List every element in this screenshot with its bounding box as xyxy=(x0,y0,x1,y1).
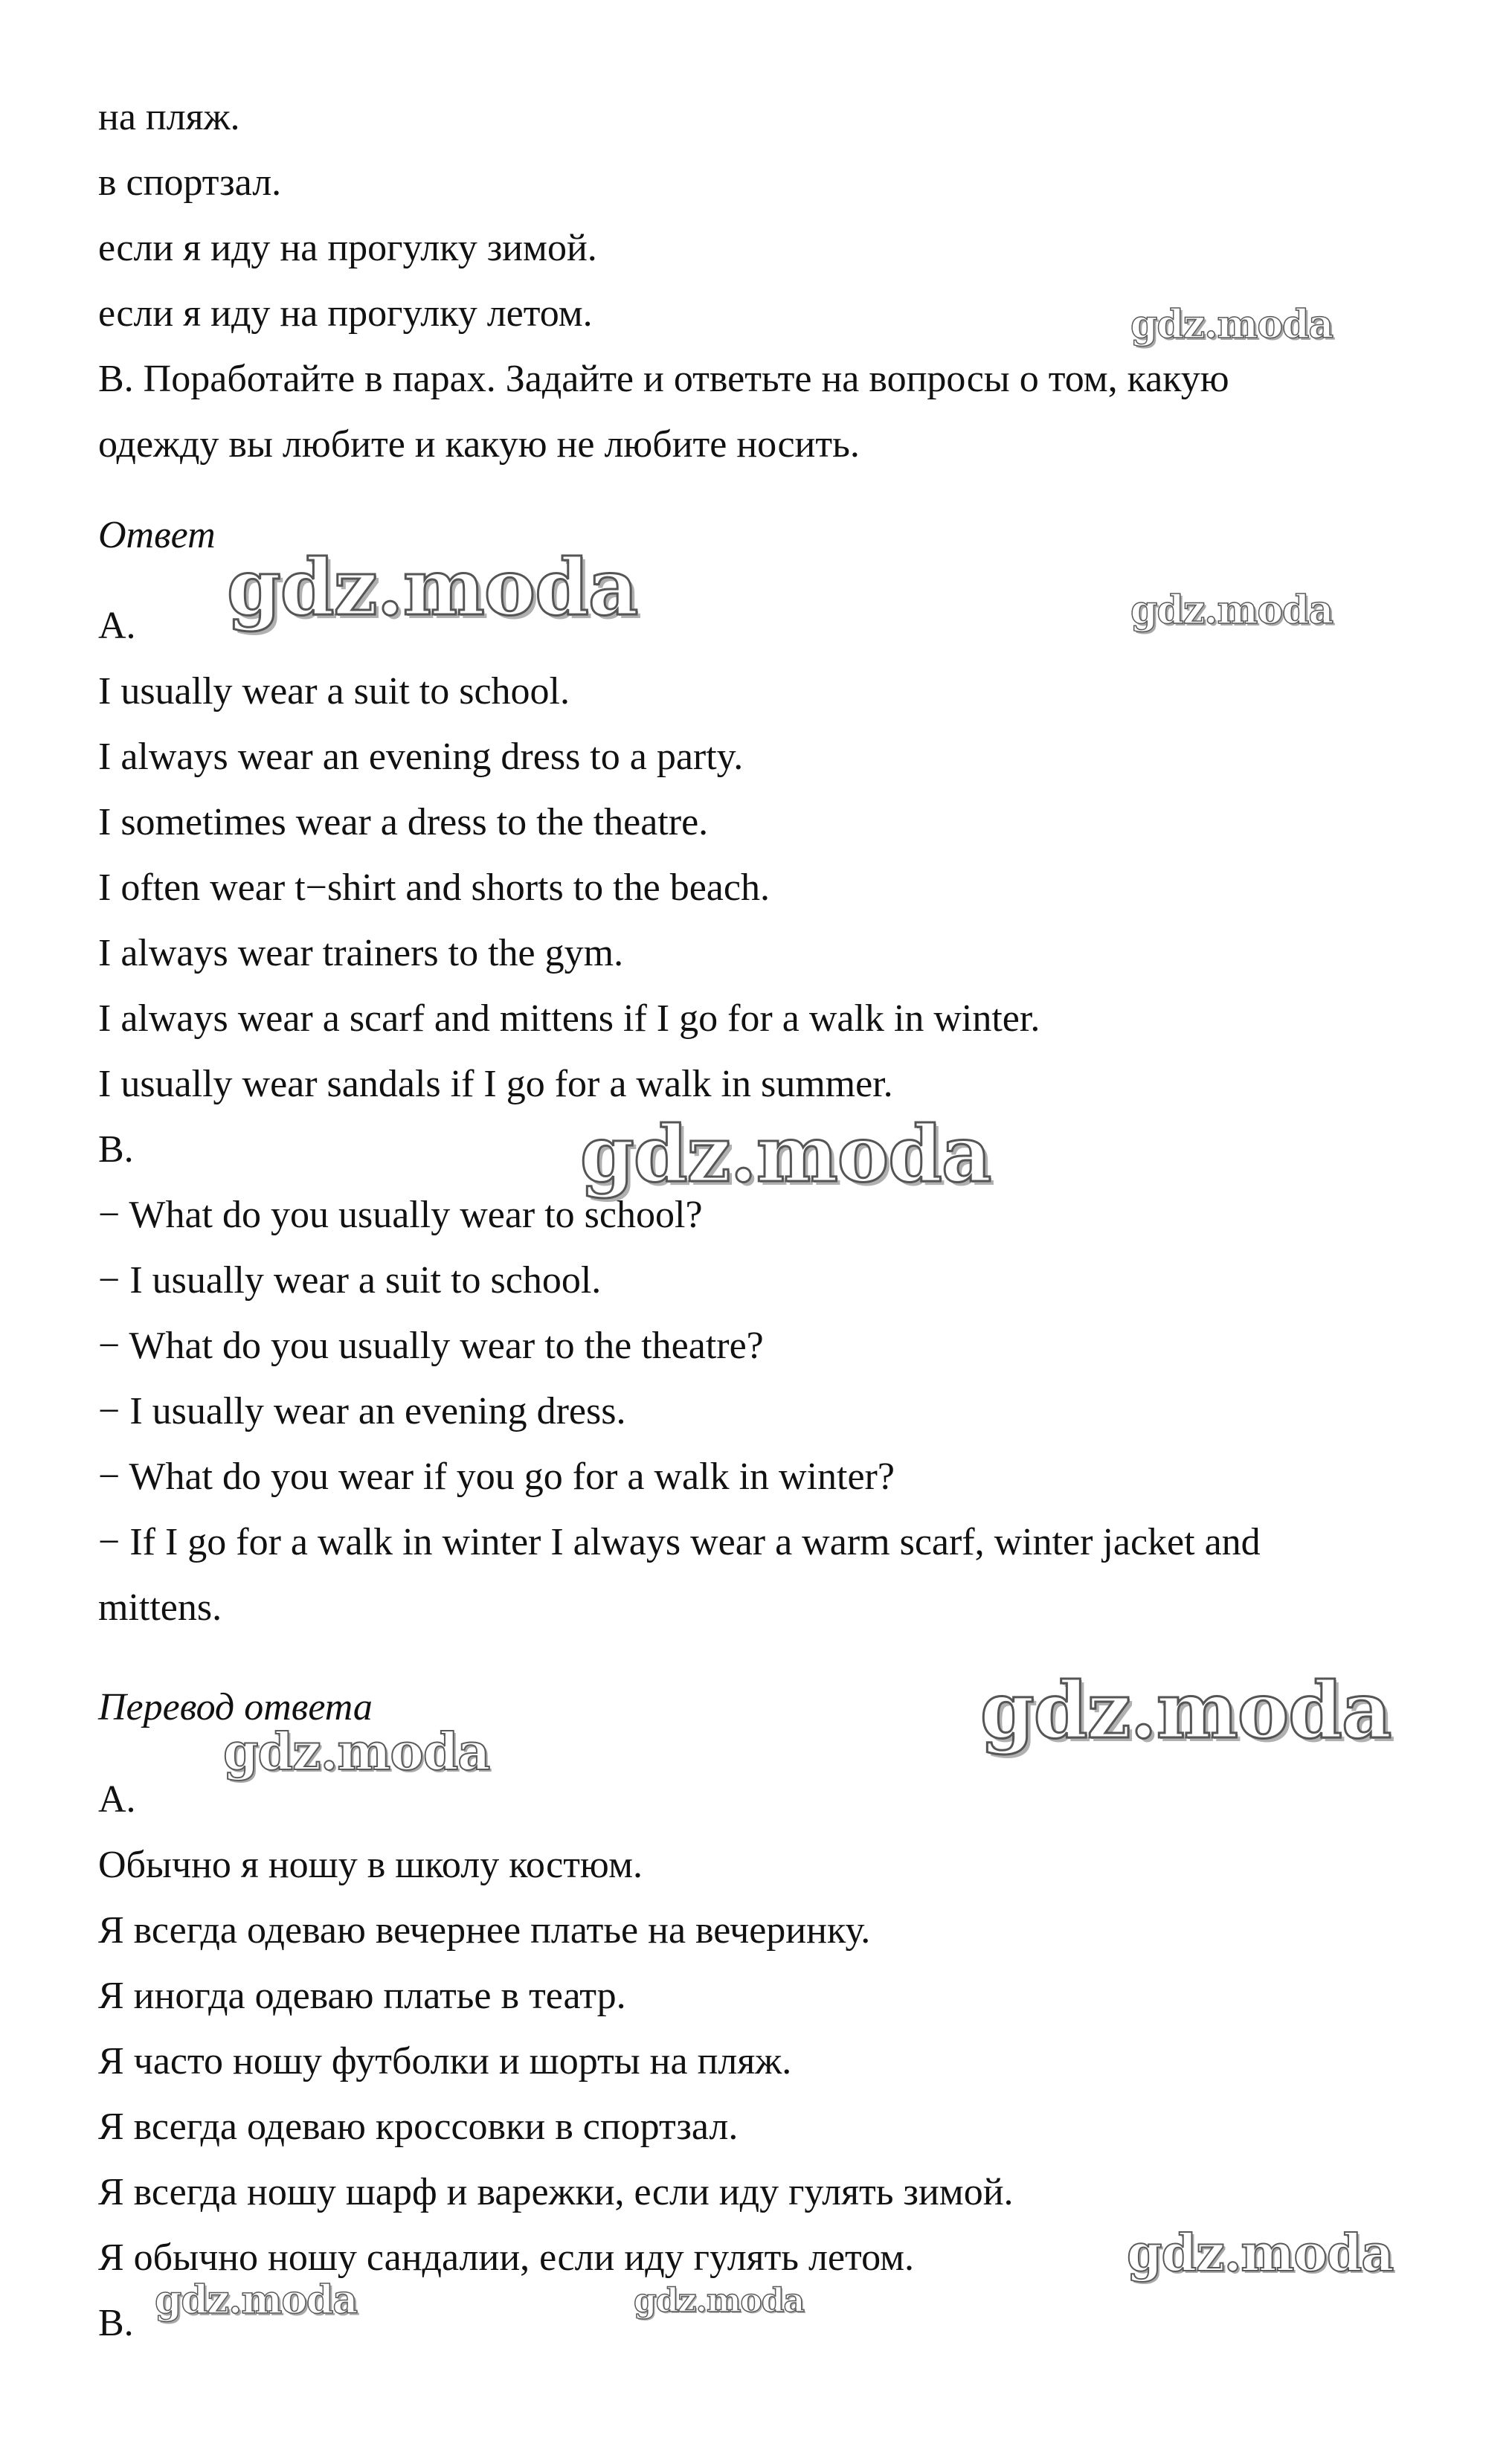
dialogue-line: − What do you usually wear to school? xyxy=(98,1194,703,1236)
watermark: gdz.moda xyxy=(580,1108,991,1200)
answer-line: I always wear a scarf and mittens if I go for a walk in winter. xyxy=(98,997,1040,1040)
watermark: gdz.moda xyxy=(227,541,638,633)
task-b-instruction-line-2: одежду вы любите и какую не любите носить. xyxy=(98,423,860,466)
text-line: если я иду на прогулку зимой. xyxy=(98,227,597,269)
dialogue-line: − What do you usually wear to the theatre? xyxy=(98,1325,764,1367)
translation-line: Я часто ношу футболки и шорты на пляж. xyxy=(98,2040,792,2082)
task-b-instruction-line-1: B. Поработайте в парах. Задайте и ответьте на вопросы о том, какую xyxy=(98,358,1229,400)
section-b-label: B. xyxy=(98,1128,134,1171)
dialogue-line: − What do you wear if you go for a walk in winter? xyxy=(98,1456,895,1498)
answer-line: I always wear an evening dress to a party. xyxy=(98,736,744,778)
text-line: если я иду на прогулку летом. xyxy=(98,292,593,335)
translation-line: Я всегда ношу шарф и варежки, если иду гулять зимой. xyxy=(98,2171,1014,2213)
dialogue-line: − If I go for a walk in winter I always wear a warm scarf, winter jacket and xyxy=(98,1521,1261,1563)
text-line: в спортзал. xyxy=(98,161,282,204)
dialogue-line: − I usually wear a suit to school. xyxy=(98,1259,602,1302)
translation-heading: Перевод ответа xyxy=(98,1686,373,1728)
watermark: gdz.moda xyxy=(980,1665,1392,1756)
translation-line: Обычно я ношу в школу костюм. xyxy=(98,1844,643,1886)
dialogue-line: mittens. xyxy=(98,1586,222,1629)
section-b-label: B. xyxy=(98,2302,134,2344)
answer-line: I sometimes wear a dress to the theatre. xyxy=(98,801,709,843)
section-a-label: A. xyxy=(98,605,136,647)
translation-line: Я обычно ношу сандалии, если иду гулять летом. xyxy=(98,2236,915,2279)
dialogue-line: − I usually wear an evening dress. xyxy=(98,1390,626,1432)
watermark: gdz.moda xyxy=(1130,588,1334,633)
translation-line: Я иногда одеваю платье в театр. xyxy=(98,1975,626,2017)
translation-line: Я всегда одеваю кроссовки в спортзал. xyxy=(98,2106,739,2148)
watermark: gdz.moda xyxy=(1130,302,1334,347)
translation-line: Я всегда одеваю вечернее платье на вечеринку. xyxy=(98,1909,871,1952)
watermark: gdz.moda xyxy=(634,2282,805,2320)
answer-line: I often wear t−shirt and shorts to the beach. xyxy=(98,866,770,909)
answer-line: I usually wear a suit to school. xyxy=(98,670,570,713)
watermark: gdz.moda xyxy=(1127,2224,1394,2283)
watermark: gdz.moda xyxy=(155,2277,358,2323)
answer-heading: Ответ xyxy=(98,514,216,556)
answer-line: I always wear trainers to the gym. xyxy=(98,932,624,974)
answer-line: I usually wear sandals if I go for a walk in summer. xyxy=(98,1063,893,1105)
section-a-label: A. xyxy=(98,1778,136,1821)
text-line: на пляж. xyxy=(98,96,240,138)
watermark: gdz.moda xyxy=(223,1723,490,1782)
